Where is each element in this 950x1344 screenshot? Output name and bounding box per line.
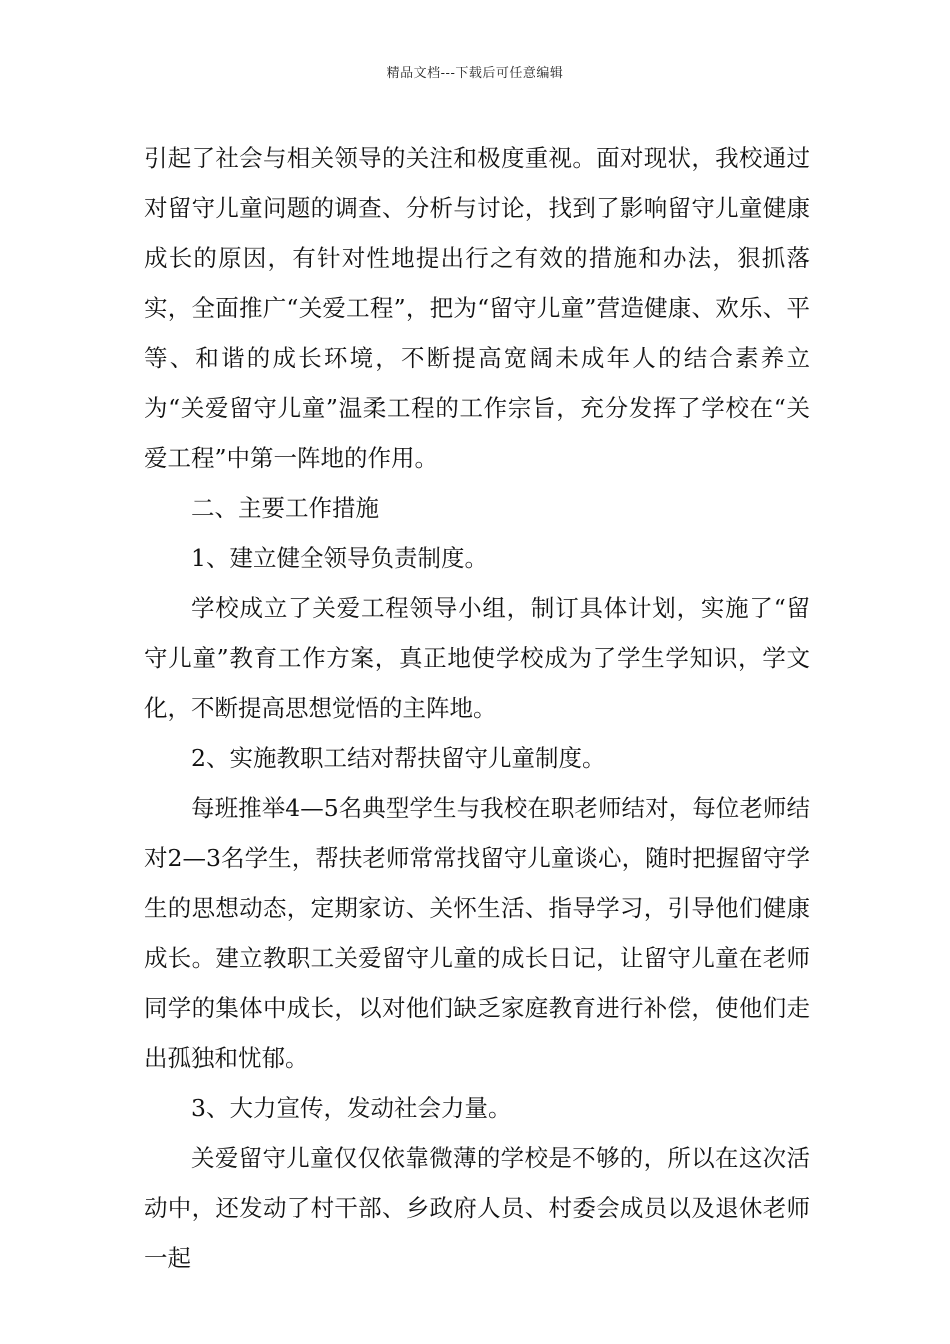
paragraph-measure-3: 关爱留守儿童仅仅依靠微薄的学校是不够的，所以在这次活动中，还发动了村干部、乡政府人员、村委会成员以及退休老师一起 xyxy=(144,1144,810,1272)
measure-heading-3: 3、大力宣传，发动社会力量。 xyxy=(191,1094,512,1122)
measure-heading-1: 1、建立健全领导负责制度。 xyxy=(191,544,488,572)
section-heading: 二、主要工作措施 xyxy=(191,494,379,522)
paragraph-measure-1: 学校成立了关爱工程领导小组，制订具体计划，实施了“留守儿童”教育工作方案，真正地使学校成为了学生学知识，学文化，不断提高思想觉悟的主阵地。 xyxy=(144,594,810,722)
page-header: 精品文档---下载后可任意编辑 xyxy=(386,66,564,81)
paragraph-measure-2: 每班推举4—5名典型学生与我校在职老师结对，每位老师结对2—3名学生，帮扶老师常常找留守儿童谈心，随时把握留守学生的思想动态，定期家访、关怀生活、指导学习，引导他们健康成长。建立教职工关爱留守儿童的成长日记，让留守儿童在老师同学的集体中成长，以对他们缺乏家庭教育进行补偿，使他们走出孤独和忧郁。 xyxy=(144,794,810,1072)
document-body xyxy=(144,133,810,1283)
paragraph-intro: 引起了社会与相关领导的关注和极度重视。面对现状，我校通过对留守儿童问题的调查、分析与讨论，找到了影响留守儿童健康成长的原因，有针对性地提出行之有效的措施和办法，狠抓落实，全面推广“关爱工程”，把为“留守儿童”营造健康、欢乐、平等、和谐的成长环境，不断提高宽阔未成年人的结合素养立为“关爱留守儿童”温柔工程的工作宗旨，充分发挥了学校在“关爱工程”中第一阵地的作用。 xyxy=(144,144,810,472)
measure-heading-2: 2、实施教职工结对帮扶留守儿童制度。 xyxy=(191,744,606,772)
